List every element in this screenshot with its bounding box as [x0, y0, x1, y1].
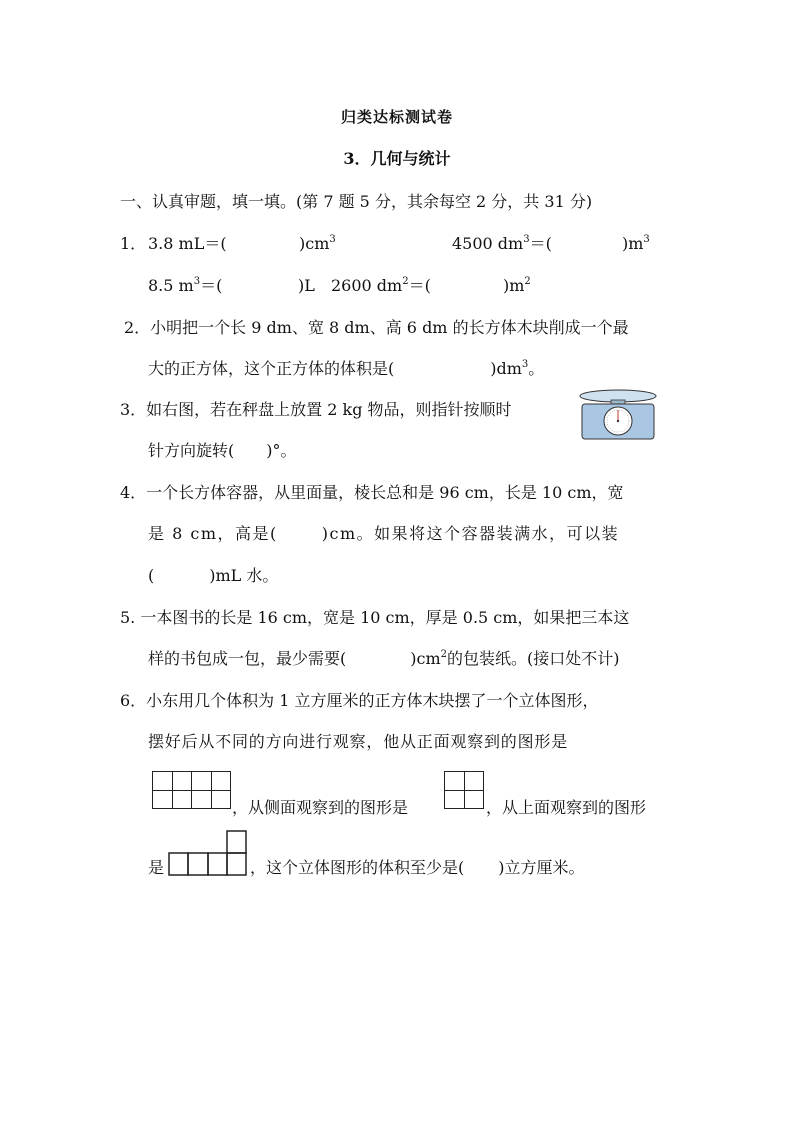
question-6-line-1: 6．小东用几个体积为 1 立方厘米的正方体木块摆了一个立体图形， [120, 691, 599, 710]
question-5-line-1: 5. 一本图书的长是 16 cm，宽是 10 cm，厚是 0.5 cm，如果把三本这 [120, 608, 630, 627]
section-heading: 一、认真审题，填一填。(第 7 题 5 分，其余每空 2 分，共 31 分) [120, 192, 593, 211]
q1-part-a-left: 3.8 mL＝( [148, 234, 227, 253]
q1-part-b-right: )$m^3$ [622, 234, 650, 253]
question-4-line-1: 4．一个长方体容器，从里面量，棱长总和是 96 cm，长是 10 cm，宽 [120, 483, 624, 502]
page-title: 归类达标测试卷 [340, 108, 453, 126]
q1-part-a-right: )$cm^3$ [299, 234, 336, 253]
question-2-line-2: 大的正方体，这个正方体的体积是( )$dm^3$。 [148, 359, 545, 378]
q1-part-c-right: )L [298, 276, 315, 295]
q1-part-c-left: 8.5 $m^3=$( [148, 276, 223, 295]
q1-part-d-right: )$m^2$ [503, 276, 531, 295]
q1-part-b-left: 4500 $dm^3=$( [452, 234, 552, 253]
q1-part-d-left: 2600 $dm^2=$( [331, 276, 431, 295]
question-6-line-4a: 是 [148, 858, 165, 877]
top-view-grid [168, 830, 248, 876]
question-3-line-2: 针方向旋转( )°。 [148, 441, 297, 460]
kitchen-scale-icon [578, 388, 658, 440]
question-3-line-1: 3．如右图，若在秤盘上放置 2 kg 物品，则指针按顺时 [120, 400, 512, 419]
front-view-grid [152, 771, 231, 809]
page-subtitle: 3．几何与统计 [343, 149, 451, 168]
question-2-line-1: 2．小明把一个长 9 dm、宽 8 dm、高 6 dm 的长方体木块削成一个最 [124, 318, 629, 337]
question-1-number: 1． [120, 234, 147, 253]
question-6-line-4b: ，这个立体图形的体积至少是( )立方厘米。 [250, 858, 585, 877]
question-6-line-3a: ，从侧面观察到的图形是 [232, 798, 409, 817]
question-5-line-2: 样的书包成一包，最少需要( )$cm^2$的包装纸。(接口处不计) [148, 649, 620, 668]
question-6-line-3b: ，从上面观察到的图形 [486, 798, 647, 817]
question-4-line-2: 是 8 cm，高是( )cm。如果将这个容器装满水，可以装 [148, 524, 620, 543]
question-4-line-3: ( )mL 水。 [148, 566, 279, 585]
question-6-line-2: 摆好后从不同的方向进行观察，他从正面观察到的图形是 [148, 732, 569, 751]
side-view-grid [444, 771, 484, 809]
